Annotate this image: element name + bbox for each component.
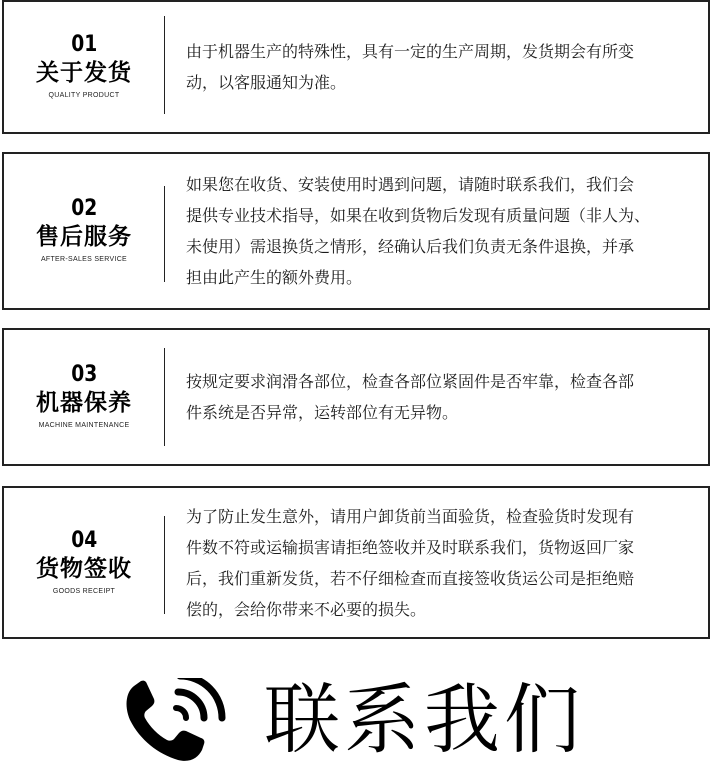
section-heading	[4, 488, 164, 637]
description-line: 后，我们重新发货，若不仔细检查而直接签收货运公司是拒绝赔	[186, 568, 635, 588]
section-heading	[4, 330, 164, 464]
description-line: 提供专业技术指导，如果在收到货物后发现有质量问题（非人为、	[186, 206, 651, 225]
section-subtitle: MACHINE MAINTENANCE	[38, 422, 130, 429]
section-divider	[164, 348, 165, 446]
section-divider	[164, 186, 165, 282]
section-goods-receipt	[2, 486, 710, 639]
section-title: 机器保养	[36, 390, 132, 416]
section-heading	[4, 2, 164, 132]
description-line: 为了防止发生意外，请用户卸货前当面验货，检查验货时发现有	[186, 506, 635, 526]
section-after-sales	[2, 152, 710, 310]
description-line: 未使用）需退换货之情形，经确认后我们负责无条件退换，并承	[186, 237, 635, 256]
description-line: 件系统是否异常，运转部位有无异物。	[186, 403, 459, 422]
section-description	[186, 488, 694, 637]
section-subtitle: QUALITY PRODUCT	[48, 92, 120, 99]
section-description	[186, 2, 694, 132]
description-line: 按规定要求润滑各部位，检查各部位紧固件是否牢靠，检查各部	[186, 372, 635, 391]
description-line: 件数不符或运输损害请拒绝签收并及时联系我们，货物返回厂家	[186, 537, 635, 557]
section-subtitle: GOODS RECEIPT	[52, 587, 116, 595]
section-description	[186, 330, 694, 464]
section-description	[186, 154, 694, 308]
section-number: 03	[70, 362, 98, 387]
section-heading	[4, 154, 164, 308]
section-shipping	[2, 0, 710, 134]
description-line: 担由此产生的额外费用。	[186, 268, 363, 287]
phone-icon	[120, 678, 232, 764]
section-divider	[164, 516, 165, 614]
section-number: 01	[70, 32, 98, 57]
description-line: 偿的，会给你带来不必要的损失。	[186, 599, 427, 619]
section-subtitle: AFTER-SALES SERVICE	[40, 256, 128, 263]
description-line: 动，以客服通知为准。	[186, 73, 347, 92]
description-line: 由于机器生产的特殊性，具有一定的生产周期，发货期会有所变	[186, 42, 635, 61]
section-title: 售后服务	[36, 224, 132, 250]
section-title: 货物签收	[36, 555, 132, 582]
contact-us-heading: 联系我们	[264, 675, 584, 764]
section-number: 04	[70, 527, 98, 553]
section-divider	[164, 16, 165, 114]
section-number: 02	[70, 196, 98, 221]
section-title: 关于发货	[36, 60, 132, 86]
section-maintenance	[2, 328, 710, 466]
contact-banner	[120, 672, 600, 768]
description-line: 如果您在收货、安装使用时遇到问题，请随时联系我们，我们会	[186, 175, 635, 194]
